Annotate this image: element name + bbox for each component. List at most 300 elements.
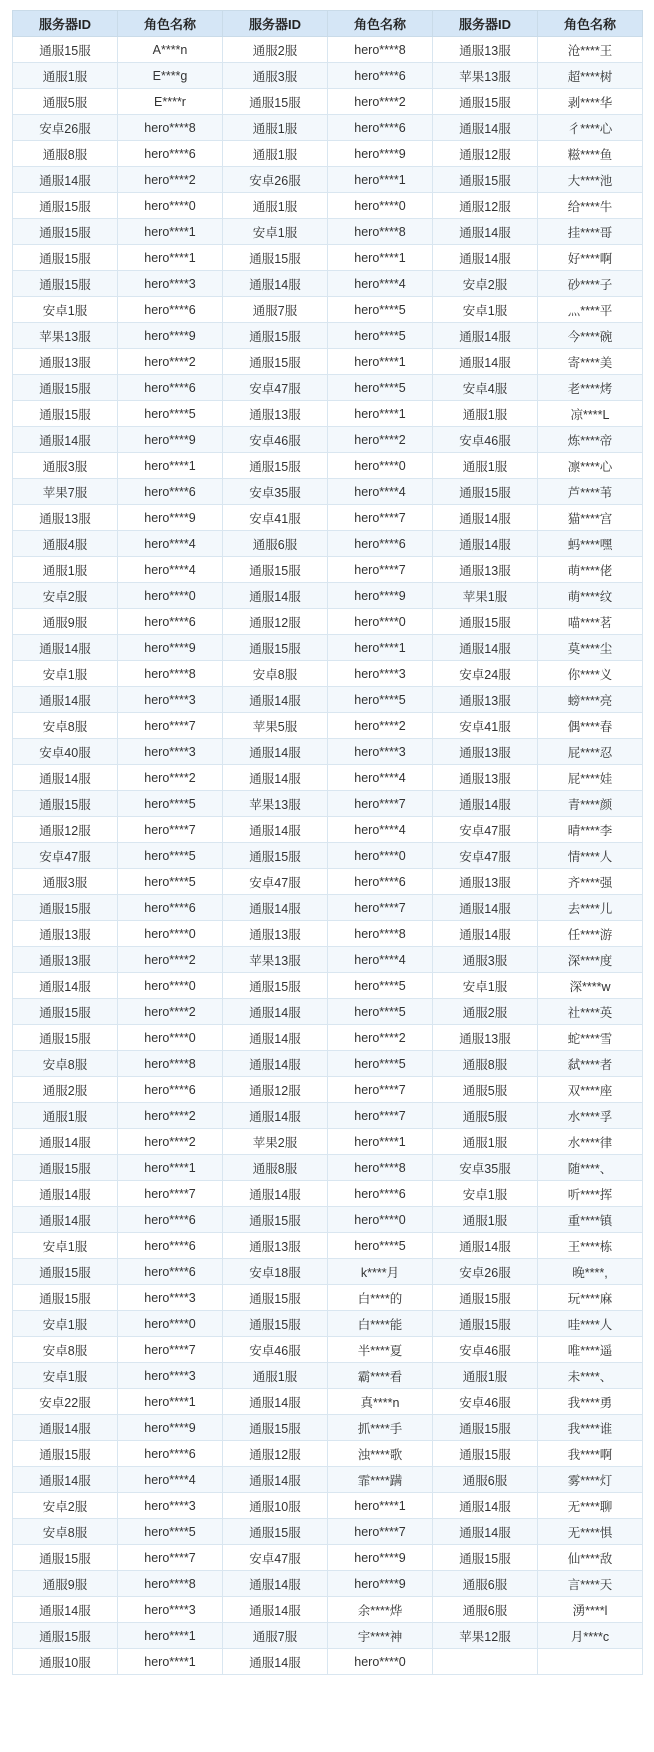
server-id-cell: 安卓46服 xyxy=(223,1337,328,1363)
server-id-cell: 通服6服 xyxy=(433,1571,538,1597)
character-name-cell: 白****能 xyxy=(328,1311,433,1337)
character-name-cell: 我****啊 xyxy=(538,1441,643,1467)
character-name-cell: hero****8 xyxy=(328,219,433,245)
table-row xyxy=(13,1545,643,1571)
server-id-cell: 通服3服 xyxy=(433,947,538,973)
server-id-cell: 通服10服 xyxy=(223,1493,328,1519)
server-id-cell: 通服15服 xyxy=(13,1545,118,1571)
character-name-cell: 社****英 xyxy=(538,999,643,1025)
table-row xyxy=(13,947,643,973)
server-id-cell: 安卓46服 xyxy=(433,1337,538,1363)
server-id-cell: 通服14服 xyxy=(433,921,538,947)
character-name-cell: hero****0 xyxy=(328,1207,433,1233)
character-name-cell: hero****6 xyxy=(328,531,433,557)
server-id-cell: 通服14服 xyxy=(433,1233,538,1259)
server-id-cell: 通服12服 xyxy=(223,1077,328,1103)
server-id-cell: 通服14服 xyxy=(433,323,538,349)
table-row xyxy=(13,1259,643,1285)
table-row xyxy=(13,1129,643,1155)
server-id-cell: 通服15服 xyxy=(433,1311,538,1337)
server-id-cell: 通服15服 xyxy=(433,609,538,635)
character-name-cell: hero****2 xyxy=(118,349,223,375)
server-id-cell: 安卓41服 xyxy=(433,713,538,739)
server-id-cell: 通服15服 xyxy=(223,245,328,271)
server-id-cell: 通服14服 xyxy=(223,1025,328,1051)
character-name-cell: hero****7 xyxy=(118,1337,223,1363)
server-id-cell: 通服15服 xyxy=(13,219,118,245)
table-row xyxy=(13,739,643,765)
server-id-cell: 通服13服 xyxy=(223,921,328,947)
server-id-cell: 通服1服 xyxy=(13,557,118,583)
character-name-cell: hero****6 xyxy=(328,63,433,89)
server-id-cell: 通服15服 xyxy=(13,401,118,427)
server-id-cell: 通服15服 xyxy=(223,349,328,375)
character-name-cell: hero****5 xyxy=(328,323,433,349)
server-id-cell: 通服15服 xyxy=(223,1207,328,1233)
server-id-cell: 通服6服 xyxy=(433,1597,538,1623)
server-id-cell: 通服13服 xyxy=(13,349,118,375)
server-id-cell: 通服14服 xyxy=(13,1467,118,1493)
character-name-cell: hero****9 xyxy=(328,1545,433,1571)
table-row xyxy=(13,1077,643,1103)
character-name-cell: hero****0 xyxy=(328,193,433,219)
character-name-cell: hero****0 xyxy=(118,1025,223,1051)
character-name-cell: hero****6 xyxy=(118,1441,223,1467)
table-row xyxy=(13,193,643,219)
server-id-cell: 通服14服 xyxy=(13,1415,118,1441)
character-name-cell: hero****1 xyxy=(328,1129,433,1155)
character-name-cell: hero****1 xyxy=(118,1623,223,1649)
server-id-cell: 苹果2服 xyxy=(223,1129,328,1155)
server-id-cell: 通服12服 xyxy=(223,1441,328,1467)
character-name-cell: hero****3 xyxy=(118,687,223,713)
table-row xyxy=(13,1155,643,1181)
character-name-cell: 哇****人 xyxy=(538,1311,643,1337)
table-row xyxy=(13,583,643,609)
character-name-cell: 湧****l xyxy=(538,1597,643,1623)
server-id-cell: 通服15服 xyxy=(433,1545,538,1571)
server-id-cell: 安卓1服 xyxy=(433,297,538,323)
character-name-cell: hero****5 xyxy=(328,375,433,401)
character-name-cell: 猫****宫 xyxy=(538,505,643,531)
header-character-name: 角色名称 xyxy=(538,11,643,37)
character-name-cell: 你****义 xyxy=(538,661,643,687)
table-row xyxy=(13,1103,643,1129)
character-name-cell: 剥****华 xyxy=(538,89,643,115)
header-server-id: 服务器ID xyxy=(13,11,118,37)
server-id-cell: 通服15服 xyxy=(223,1285,328,1311)
server-id-cell: 通服14服 xyxy=(13,1181,118,1207)
server-id-cell: 通服13服 xyxy=(433,37,538,63)
character-name-cell: hero****7 xyxy=(328,557,433,583)
character-name-cell: 炼****帝 xyxy=(538,427,643,453)
server-id-cell: 通服1服 xyxy=(223,193,328,219)
server-id-cell: 安卓4服 xyxy=(433,375,538,401)
character-name-cell: hero****0 xyxy=(328,453,433,479)
server-id-cell: 通服14服 xyxy=(433,245,538,271)
server-id-cell: 安卓26服 xyxy=(433,1259,538,1285)
character-name-cell: hero****7 xyxy=(328,505,433,531)
server-id-cell: 通服13服 xyxy=(223,1233,328,1259)
character-name-cell: 蛇****雪 xyxy=(538,1025,643,1051)
character-name-cell: hero****6 xyxy=(328,1181,433,1207)
character-name-cell: hero****9 xyxy=(328,141,433,167)
server-id-cell: 通服13服 xyxy=(433,869,538,895)
character-name-cell: hero****0 xyxy=(328,609,433,635)
character-name-cell: 真****n xyxy=(328,1389,433,1415)
table-row xyxy=(13,557,643,583)
character-name-cell: hero****2 xyxy=(118,1129,223,1155)
character-name-cell: 凉****L xyxy=(538,401,643,427)
character-name-cell: 无****聊 xyxy=(538,1493,643,1519)
character-name-cell: hero****2 xyxy=(328,1025,433,1051)
server-id-cell: 通服15服 xyxy=(223,323,328,349)
character-name-cell: 霸****看 xyxy=(328,1363,433,1389)
server-id-cell: 通服15服 xyxy=(13,895,118,921)
character-name-cell: hero****4 xyxy=(328,271,433,297)
table-row xyxy=(13,1571,643,1597)
table-row xyxy=(13,167,643,193)
character-name-cell: 任****游 xyxy=(538,921,643,947)
server-id-cell: 通服14服 xyxy=(223,1051,328,1077)
table-row xyxy=(13,1051,643,1077)
server-id-cell: 通服5服 xyxy=(433,1103,538,1129)
server-id-cell: 通服1服 xyxy=(433,1207,538,1233)
character-name-cell: hero****4 xyxy=(328,765,433,791)
server-id-cell: 通服8服 xyxy=(433,1051,538,1077)
header-character-name: 角色名称 xyxy=(118,11,223,37)
server-id-cell: 通服2服 xyxy=(13,1077,118,1103)
server-id-cell: 安卓8服 xyxy=(13,1051,118,1077)
server-id-cell: 通服15服 xyxy=(223,1519,328,1545)
table-row xyxy=(13,1519,643,1545)
character-name-cell: hero****1 xyxy=(328,349,433,375)
character-name-cell: hero****3 xyxy=(118,739,223,765)
server-id-cell: 通服13服 xyxy=(223,401,328,427)
server-id-cell: 通服14服 xyxy=(223,1571,328,1597)
character-name-cell: k****月 xyxy=(328,1259,433,1285)
table-row xyxy=(13,219,643,245)
character-name-cell: hero****8 xyxy=(118,661,223,687)
character-name-cell: hero****5 xyxy=(328,1233,433,1259)
server-id-cell: 通服14服 xyxy=(13,973,118,999)
server-id-cell: 苹果13服 xyxy=(223,791,328,817)
server-id-cell: 安卓1服 xyxy=(13,661,118,687)
character-name-cell: 水****孚 xyxy=(538,1103,643,1129)
character-name-cell: hero****6 xyxy=(118,1233,223,1259)
character-name-cell: 霏****蹒 xyxy=(328,1467,433,1493)
server-id-cell: 苹果13服 xyxy=(433,63,538,89)
character-name-cell: 未****、 xyxy=(538,1363,643,1389)
server-id-cell: 安卓18服 xyxy=(223,1259,328,1285)
character-name-cell: hero****6 xyxy=(118,1077,223,1103)
server-id-cell: 通服1服 xyxy=(223,1363,328,1389)
character-name-cell: hero****8 xyxy=(328,37,433,63)
server-id-cell: 通服14服 xyxy=(223,817,328,843)
header-server-id: 服务器ID xyxy=(223,11,328,37)
character-name-cell: hero****7 xyxy=(328,1077,433,1103)
server-id-cell: 安卓2服 xyxy=(433,271,538,297)
character-name-cell: 凛****心 xyxy=(538,453,643,479)
server-id-cell: 通服15服 xyxy=(13,999,118,1025)
character-name-cell: 给****牛 xyxy=(538,193,643,219)
table-row xyxy=(13,817,643,843)
server-id-cell: 安卓2服 xyxy=(13,1493,118,1519)
server-id-cell: 通服9服 xyxy=(13,609,118,635)
character-name-cell: 深****度 xyxy=(538,947,643,973)
character-name-cell: 宇****神 xyxy=(328,1623,433,1649)
server-id-cell: 通服15服 xyxy=(433,1285,538,1311)
server-id-cell: 通服3服 xyxy=(13,453,118,479)
server-id-cell: 通服15服 xyxy=(223,1415,328,1441)
table-row xyxy=(13,1337,643,1363)
server-id-cell: 通服1服 xyxy=(13,1103,118,1129)
table-row xyxy=(13,375,643,401)
server-id-cell: 通服3服 xyxy=(223,63,328,89)
server-id-cell: 通服15服 xyxy=(13,1623,118,1649)
table-row xyxy=(13,89,643,115)
server-id-cell: 通服14服 xyxy=(13,1207,118,1233)
character-name-cell: hero****9 xyxy=(118,635,223,661)
character-name-cell: 浊****歌 xyxy=(328,1441,433,1467)
character-name-cell: 玩****麻 xyxy=(538,1285,643,1311)
table-row xyxy=(13,1363,643,1389)
server-id-cell xyxy=(433,1649,538,1675)
server-id-cell: 通服15服 xyxy=(13,1441,118,1467)
character-name-cell: hero****8 xyxy=(328,921,433,947)
server-id-cell: 通服14服 xyxy=(433,635,538,661)
character-name-cell: hero****8 xyxy=(118,1571,223,1597)
table-row xyxy=(13,531,643,557)
server-id-cell: 安卓26服 xyxy=(223,167,328,193)
server-id-cell: 通服1服 xyxy=(223,141,328,167)
server-id-cell: 通服7服 xyxy=(223,1623,328,1649)
character-name-cell: hero****6 xyxy=(118,479,223,505)
character-name-cell: 仙****敌 xyxy=(538,1545,643,1571)
character-name-cell: hero****2 xyxy=(118,167,223,193)
table-row xyxy=(13,1025,643,1051)
character-name-cell: 芦****苇 xyxy=(538,479,643,505)
server-id-cell: 通服15服 xyxy=(223,843,328,869)
character-name-cell: 我****勇 xyxy=(538,1389,643,1415)
character-name-cell: 无****惧 xyxy=(538,1519,643,1545)
character-name-cell: 偶****春 xyxy=(538,713,643,739)
server-id-cell: 通服14服 xyxy=(13,1597,118,1623)
table-row xyxy=(13,869,643,895)
server-id-cell: 安卓35服 xyxy=(433,1155,538,1181)
character-name-cell: E****g xyxy=(118,63,223,89)
character-name-cell: hero****5 xyxy=(118,791,223,817)
server-id-cell: 安卓35服 xyxy=(223,479,328,505)
server-id-cell: 苹果12服 xyxy=(433,1623,538,1649)
server-id-cell: 通服15服 xyxy=(433,1415,538,1441)
server-id-cell: 通服14服 xyxy=(433,1519,538,1545)
server-id-cell: 通服12服 xyxy=(13,817,118,843)
character-name-cell: 屁****忍 xyxy=(538,739,643,765)
server-id-cell: 安卓8服 xyxy=(13,1337,118,1363)
character-name-cell: 情****人 xyxy=(538,843,643,869)
server-id-cell: 通服5服 xyxy=(433,1077,538,1103)
server-id-cell: 通服15服 xyxy=(13,1285,118,1311)
server-id-cell: 通服15服 xyxy=(13,1025,118,1051)
character-name-cell: hero****7 xyxy=(328,895,433,921)
server-id-cell: 通服7服 xyxy=(223,297,328,323)
server-id-cell: 通服14服 xyxy=(433,219,538,245)
character-name-cell: 灬****平 xyxy=(538,297,643,323)
character-name-cell: hero****1 xyxy=(118,1155,223,1181)
character-name-cell: hero****2 xyxy=(328,713,433,739)
character-name-cell: hero****6 xyxy=(328,115,433,141)
character-name-cell: hero****7 xyxy=(118,817,223,843)
character-name-cell: 大****池 xyxy=(538,167,643,193)
character-name-cell: 沧****王 xyxy=(538,37,643,63)
server-id-cell: 苹果7服 xyxy=(13,479,118,505)
character-name-cell: hero****6 xyxy=(118,1259,223,1285)
character-name-cell: hero****0 xyxy=(328,843,433,869)
character-name-cell: hero****4 xyxy=(118,557,223,583)
server-id-cell: 通服1服 xyxy=(223,115,328,141)
character-name-cell: hero****3 xyxy=(118,1285,223,1311)
server-id-cell: 通服15服 xyxy=(13,271,118,297)
server-id-cell: 通服15服 xyxy=(13,375,118,401)
server-id-cell: 通服15服 xyxy=(223,635,328,661)
server-id-cell: 通服4服 xyxy=(13,531,118,557)
character-name-cell: hero****3 xyxy=(328,661,433,687)
character-name-cell: hero****1 xyxy=(118,1389,223,1415)
table-row xyxy=(13,1493,643,1519)
character-name-cell: hero****0 xyxy=(118,973,223,999)
character-name-cell: hero****2 xyxy=(118,765,223,791)
server-id-cell: 通服14服 xyxy=(223,1649,328,1675)
character-name-cell: hero****0 xyxy=(118,1311,223,1337)
character-name-cell: hero****8 xyxy=(118,115,223,141)
character-name-cell: hero****5 xyxy=(328,297,433,323)
table-row xyxy=(13,1389,643,1415)
table-row xyxy=(13,609,643,635)
character-name-cell: 蚂****嘿 xyxy=(538,531,643,557)
table-row xyxy=(13,765,643,791)
character-name-cell: hero****6 xyxy=(328,869,433,895)
header-character-name: 角色名称 xyxy=(328,11,433,37)
server-id-cell: 通服15服 xyxy=(13,193,118,219)
character-name-cell: hero****3 xyxy=(328,739,433,765)
character-name-cell: 去****儿 xyxy=(538,895,643,921)
table-row xyxy=(13,1285,643,1311)
server-id-cell: 通服15服 xyxy=(223,557,328,583)
character-name-cell: 萌****佬 xyxy=(538,557,643,583)
server-id-cell: 安卓2服 xyxy=(13,583,118,609)
character-name-cell: 齐****强 xyxy=(538,869,643,895)
character-name-cell: hero****0 xyxy=(118,921,223,947)
server-id-cell: 通服2服 xyxy=(223,37,328,63)
character-name-cell: E****r xyxy=(118,89,223,115)
server-id-cell: 通服15服 xyxy=(13,791,118,817)
server-id-cell: 通服14服 xyxy=(433,115,538,141)
server-id-cell: 通服14服 xyxy=(223,1181,328,1207)
server-id-cell: 通服14服 xyxy=(223,895,328,921)
character-name-cell: hero****2 xyxy=(118,1103,223,1129)
character-name-cell: hero****7 xyxy=(118,1545,223,1571)
character-name-cell: hero****1 xyxy=(328,167,433,193)
server-id-cell: 安卓24服 xyxy=(433,661,538,687)
character-name-cell: hero****5 xyxy=(328,687,433,713)
table-row xyxy=(13,349,643,375)
table-row xyxy=(13,1597,643,1623)
character-name-cell: 随****、 xyxy=(538,1155,643,1181)
character-name-cell: hero****6 xyxy=(118,141,223,167)
character-name-cell: hero****4 xyxy=(118,1467,223,1493)
character-name-cell: hero****7 xyxy=(118,713,223,739)
character-name-cell: hero****3 xyxy=(118,1363,223,1389)
table-row xyxy=(13,843,643,869)
character-name-cell: hero****5 xyxy=(118,401,223,427)
character-name-cell: hero****5 xyxy=(118,1519,223,1545)
server-id-cell: 通服12服 xyxy=(223,609,328,635)
character-name-cell: 雾****灯 xyxy=(538,1467,643,1493)
server-id-cell: 通服14服 xyxy=(223,1467,328,1493)
server-id-cell: 通服3服 xyxy=(13,869,118,895)
server-id-cell: 通服13服 xyxy=(433,765,538,791)
server-id-cell: 通服15服 xyxy=(13,1259,118,1285)
table-row xyxy=(13,713,643,739)
table-row xyxy=(13,271,643,297)
character-name-cell: hero****5 xyxy=(328,999,433,1025)
character-name-cell: 晴****李 xyxy=(538,817,643,843)
server-id-cell: 苹果13服 xyxy=(223,947,328,973)
character-name-cell: 喵****茗 xyxy=(538,609,643,635)
server-id-cell: 通服1服 xyxy=(433,453,538,479)
server-id-cell: 通服14服 xyxy=(223,1597,328,1623)
character-name-cell: 超****树 xyxy=(538,63,643,89)
table-row xyxy=(13,661,643,687)
server-id-cell: 通服1服 xyxy=(433,1129,538,1155)
server-id-cell: 通服15服 xyxy=(433,1441,538,1467)
server-id-cell: 通服12服 xyxy=(433,141,538,167)
table-row xyxy=(13,115,643,141)
character-name-cell: 糍****鱼 xyxy=(538,141,643,167)
character-name-cell: 老****烤 xyxy=(538,375,643,401)
server-id-cell: 通服10服 xyxy=(13,1649,118,1675)
server-id-cell: 苹果1服 xyxy=(433,583,538,609)
server-id-cell: 安卓47服 xyxy=(223,375,328,401)
server-id-cell: 苹果13服 xyxy=(13,323,118,349)
server-id-cell: 安卓46服 xyxy=(223,427,328,453)
table-row xyxy=(13,1415,643,1441)
table-row xyxy=(13,245,643,271)
character-name-cell: 月****c xyxy=(538,1623,643,1649)
character-name-cell: hero****4 xyxy=(328,817,433,843)
character-name-cell: hero****1 xyxy=(118,453,223,479)
character-name-cell: 晚****, xyxy=(538,1259,643,1285)
character-name-cell: hero****5 xyxy=(118,843,223,869)
character-name-cell: 白****的 xyxy=(328,1285,433,1311)
table-row xyxy=(13,401,643,427)
server-id-cell: 通服1服 xyxy=(433,1363,538,1389)
character-name-cell: hero****6 xyxy=(118,375,223,401)
character-name-cell: hero****9 xyxy=(118,505,223,531)
server-id-cell: 安卓1服 xyxy=(433,973,538,999)
character-name-cell: hero****2 xyxy=(118,999,223,1025)
table-row xyxy=(13,479,643,505)
character-name-cell: 深****w xyxy=(538,973,643,999)
server-id-cell: 通服13服 xyxy=(13,921,118,947)
server-id-cell: 通服14服 xyxy=(433,791,538,817)
server-id-cell: 通服14服 xyxy=(13,427,118,453)
character-name-cell: 好****啊 xyxy=(538,245,643,271)
server-id-cell: 通服13服 xyxy=(433,557,538,583)
server-id-cell: 安卓1服 xyxy=(223,219,328,245)
table-row xyxy=(13,895,643,921)
